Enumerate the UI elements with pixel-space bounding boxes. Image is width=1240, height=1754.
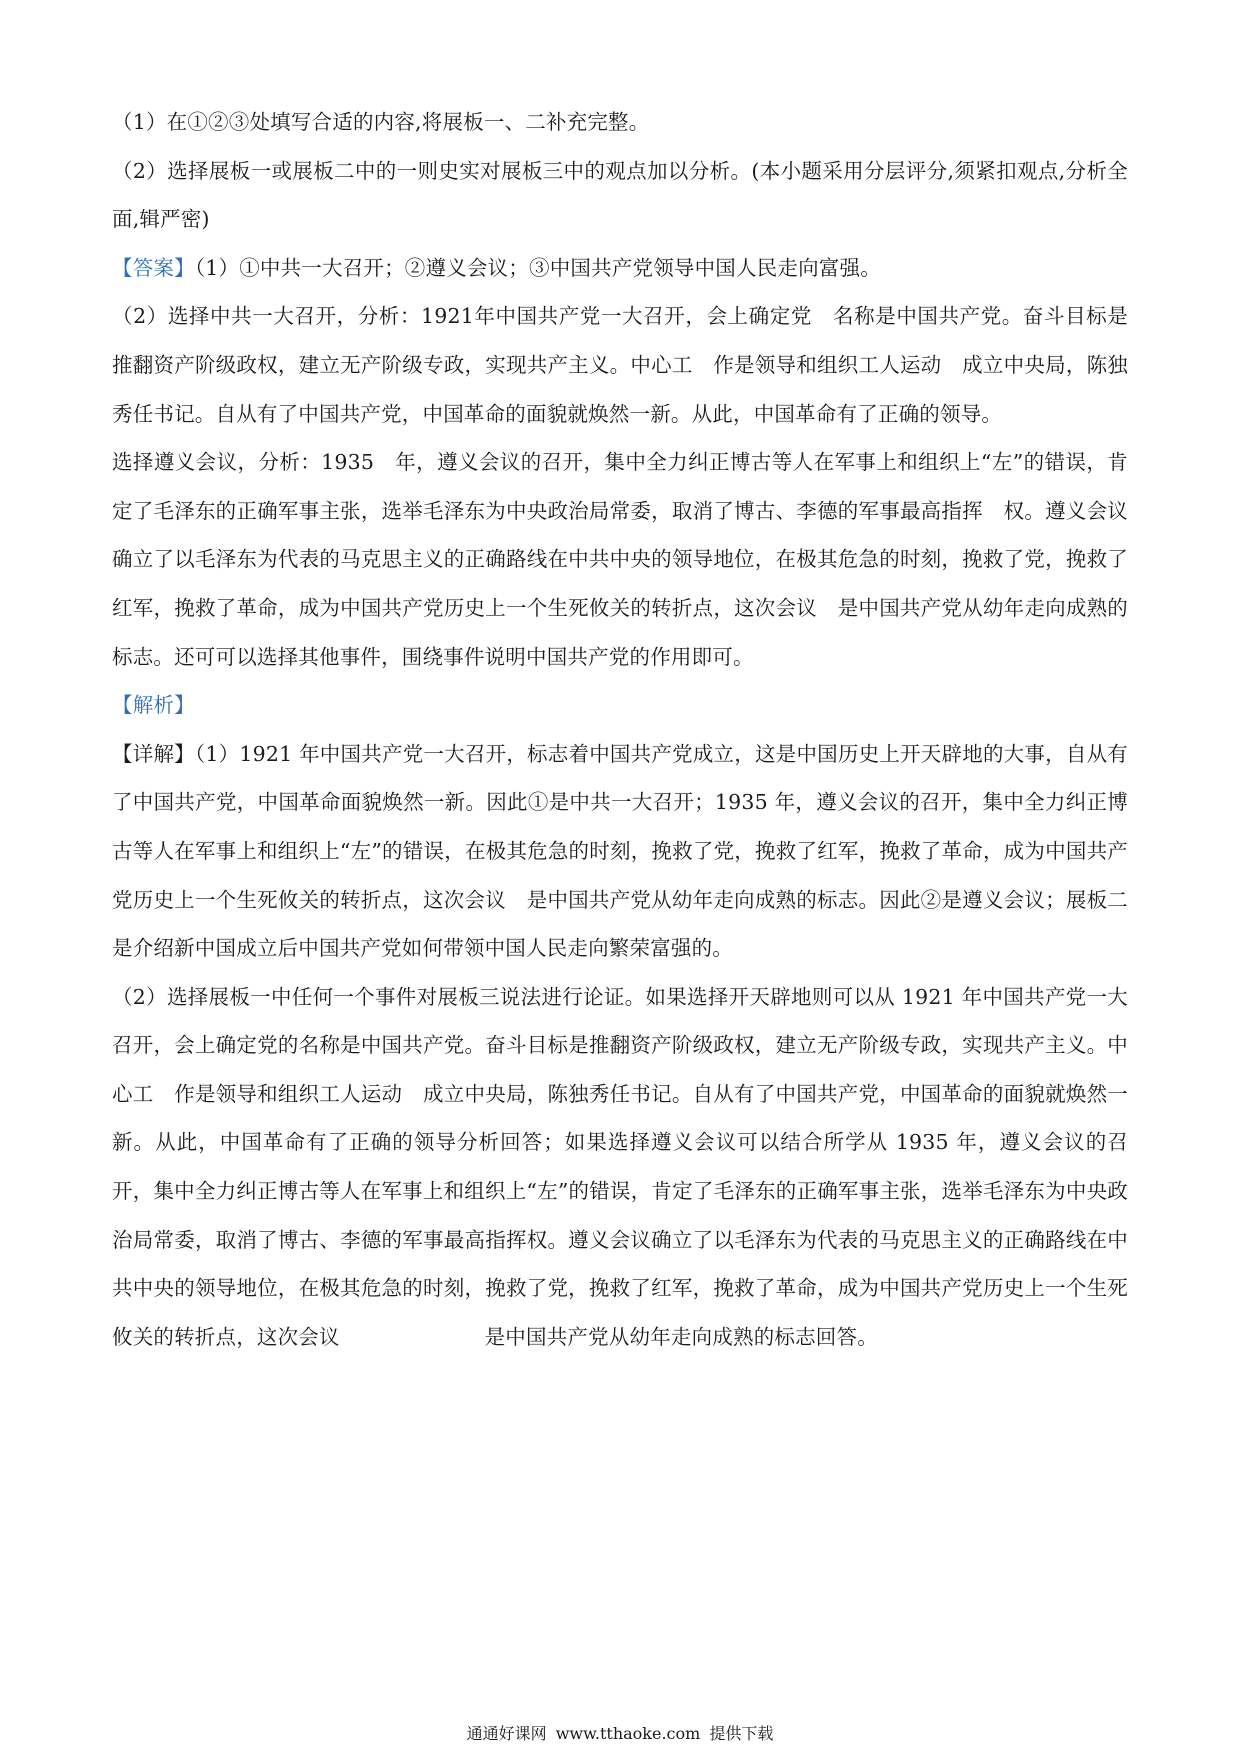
document-body: [112, 98, 1128, 1361]
detail-tag: 【详解】: [112, 741, 195, 766]
footer-site-name: 通通好课网: [466, 1724, 547, 1743]
answer-1: [112, 244, 1128, 293]
detail-1-text: （1）1921 年中国共产党一大召开，标志着中国共产党成立，这是中国历史上开天辟地的大事，自从有了中国共产党，中国革命面貌焕然一新。因此①是中共一大召开；1935 年，遵义会议的召开，集中全力纠正博古等人在军事上和组织上“左”的错误，在极其危急的时刻，挽救了党，挽救了红军，挽救了革命，成为中国共产党历史上一个生死攸关的转折点，这次会议 是中国共产党从幼年走向成熟的标志。因此②是遵义会议；展板二是介绍新中国成立后中国共产党如何带领中国人民走向繁荣富强的。: [112, 741, 1128, 961]
footer-site-url[interactable]: www.tthaoke.com: [555, 1724, 701, 1743]
detail-2: （2）选择展板一中任何一个事件对展板三说法进行论证。如果选择开天辟地则可以从 1921 年中国共产党一大召开，会上确定党的名称是中国共产党。奋斗目标是推翻资产阶级政权，建立无产阶级专政，实现共产主义。中心工 作是领导和组织工人运动 成立中央局，陈独秀任书记。自从有了中国共产党，中国革命的面貌就焕然一新。从此，中国革命有了正确的领导分析回答；如果选择遵义会议可以结合所学从 1935 年，遵义会议的召开，集中全力纠正博古等人在军事上和组织上“左”的错误，肯定了毛泽东的正确军事主张，选举毛泽东为中央政治局常委，取消了博古、李德的军事最高指挥权。遵义会议确立了以毛泽东为代表的马克思主义的正确路线在中共中央的领导地位，在极其危急的时刻，挽救了党，挽救了红军，挽救了革命，成为中国共产党历史上一个生死攸关的转折点，这次会议 是中国共产党从幼年走向成熟的标志回答。: [112, 984, 1128, 1349]
page-footer: [0, 1722, 1240, 1746]
detail-1: [112, 730, 1128, 973]
answer-tag: 【答案】: [112, 255, 195, 280]
analysis-heading: [112, 681, 1128, 730]
answer-2: （2）选择中共一大召开，分析：1921年中国共产党一大召开，会上确定党 名称是中国共产党。奋斗目标是推翻资产阶级政权，建立无产阶级专政，实现共产主义。中心工 作是领导和组织工人运动 成立中央局，陈独秀任书记。自从有了中国共产党，中国革命的面貌就焕然一新。从此，中国革命有了正确的领导。: [112, 304, 1128, 426]
footer-site-suffix: 提供下载: [709, 1724, 774, 1743]
answer-3: 选择遵义会议，分析：1935 年，遵义会议的召开，集中全力纠正博古等人在军事上和组织上“左”的错误，肯定了毛泽东的正确军事主张，选举毛泽东为中央政治局常委，取消了博古、李德的军事最高指挥 权。遵义会议确立了以毛泽东为代表的马克思主义的正确路线在中共中央的领导地位，在极其危急的时刻，挽救了党，挽救了红军，挽救了革命，成为中国共产党历史上一个生死攸关的转折点，这次会议 是中国共产党从幼年走向成熟的标志。还可可以选择其他事件，围绕事件说明中国共产党的作用即可。: [112, 450, 1128, 669]
question-2: （2）选择展板一或展板二中的一则史实对展板三中的观点加以分析。(本小题采用分层评分,须紧扣观点,分析全面,辑严密): [112, 158, 1128, 232]
analysis-tag: 【解析】: [112, 693, 195, 718]
answer-1-text: （1）①中共一大召开；②遵义会议；③中国共产党领导中国人民走向富强。: [194, 255, 881, 280]
question-1: （1）在①②③处填写合适的内容,将展板一、二补充完整。: [112, 110, 650, 134]
